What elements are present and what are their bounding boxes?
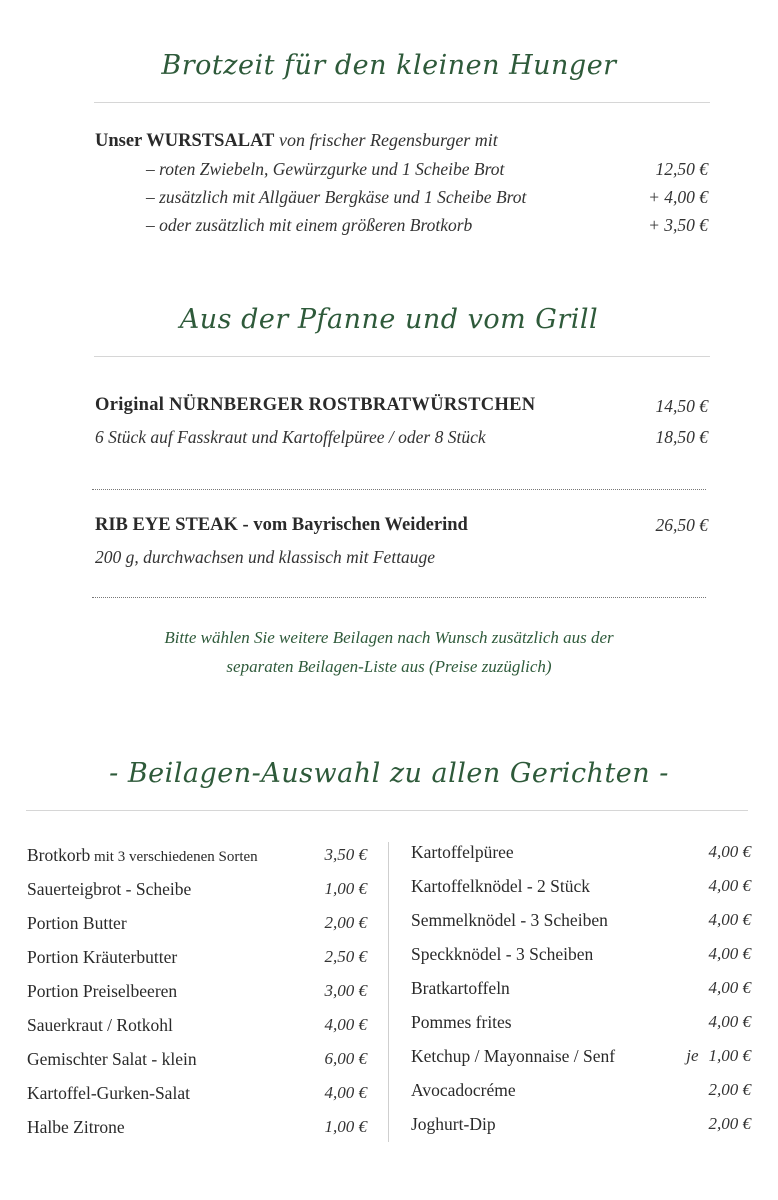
bratwurst-name: Original NÜRNBERGER ROSTBRATWÜRSTCHEN bbox=[95, 395, 536, 415]
dotted-separator bbox=[92, 597, 706, 598]
item-price: 1,00 € bbox=[324, 879, 367, 898]
section-title-grill: Aus der Pfanne und vom Grill bbox=[179, 304, 599, 335]
item-name: Speckknödel - 3 Scheiben bbox=[411, 944, 594, 964]
section-title-beilagen: - Beilagen-Auswahl zu allen Gerichten - bbox=[109, 758, 669, 789]
item-name: Kartoffelpüree bbox=[411, 842, 514, 862]
divider bbox=[26, 810, 748, 811]
list-item bbox=[27, 1117, 367, 1151]
section-title-brotzeit: Brotzeit für den kleinen Hunger bbox=[161, 50, 617, 81]
ribeye-price: 26,50 € bbox=[655, 515, 708, 535]
item-name: Gemischter Salat - klein bbox=[27, 1049, 197, 1069]
list-item bbox=[411, 842, 751, 876]
ribeye-desc: 200 g, durchwachsen und klassisch mit Fettauge bbox=[95, 547, 436, 567]
item-name: Joghurt-Dip bbox=[411, 1114, 496, 1134]
list-item bbox=[411, 1012, 751, 1046]
wurstsalat-line: – roten Zwiebeln, Gewürzgurke und 1 Scheibe Brot bbox=[146, 159, 505, 179]
list-item bbox=[411, 876, 751, 910]
dotted-separator bbox=[92, 489, 706, 490]
list-item bbox=[411, 978, 751, 1012]
list-item bbox=[27, 913, 367, 947]
list-item bbox=[27, 1015, 367, 1049]
item-price: 4,00 € bbox=[708, 876, 751, 895]
wurstsalat-price: + 4,00 € bbox=[648, 187, 708, 207]
wurstsalat-price: + 3,50 € bbox=[648, 215, 708, 235]
list-item bbox=[411, 944, 751, 978]
wurstsalat-line: – oder zusätzlich mit einem größeren Brotkorb bbox=[146, 215, 473, 235]
list-item bbox=[411, 1046, 751, 1080]
item-price: 2,50 € bbox=[324, 947, 367, 966]
list-item bbox=[27, 1083, 367, 1117]
divider bbox=[94, 102, 710, 103]
item-price: 2,00 € bbox=[324, 913, 367, 932]
item-price: 4,00 € bbox=[324, 1015, 367, 1034]
item-price: 2,00 € bbox=[708, 1080, 751, 1099]
item-name: Pommes frites bbox=[411, 1012, 512, 1032]
divider bbox=[94, 356, 710, 357]
item-price: 4,00 € bbox=[708, 910, 751, 929]
list-item bbox=[27, 845, 367, 879]
wurstsalat-line: – zusätzlich mit Allgäuer Bergkäse und 1 Scheibe Brot bbox=[146, 187, 527, 207]
item-name: Brotkorb mit 3 verschiedenen Sorten bbox=[27, 845, 258, 865]
wurstsalat-heading bbox=[95, 130, 498, 152]
item-name: Kartoffelknödel - 2 Stück bbox=[411, 876, 591, 896]
column-divider bbox=[388, 842, 389, 1142]
item-name: Portion Kräuterbutter bbox=[27, 947, 178, 967]
item-price: 4,00 € bbox=[708, 944, 751, 963]
list-item bbox=[411, 910, 751, 944]
item-price: 1,00 € bbox=[324, 1117, 367, 1136]
item-name: Semmelknödel - 3 Scheiben bbox=[411, 910, 608, 930]
bratwurst-desc: 6 Stück auf Fasskraut und Kartoffelpüree / oder 8 Stück bbox=[95, 427, 486, 447]
ribeye-name: RIB EYE STEAK - vom Bayrischen Weiderind bbox=[95, 515, 468, 535]
item-price: 4,00 € bbox=[708, 1012, 751, 1031]
item-name: Sauerteigbrot - Scheibe bbox=[27, 879, 192, 899]
beilagen-note bbox=[0, 623, 778, 681]
wurstsalat-name: Unser WURSTSALAT bbox=[95, 131, 275, 151]
item-name: Bratkartoffeln bbox=[411, 978, 510, 998]
item-price: 2,00 € bbox=[708, 1114, 751, 1133]
bratwurst-price: 14,50 € bbox=[655, 396, 708, 416]
item-name: Ketchup / Mayonnaise / Senf bbox=[411, 1046, 616, 1066]
item-price: 4,00 € bbox=[708, 842, 751, 861]
bratwurst-desc-price: 18,50 € bbox=[655, 427, 708, 447]
item-price: 3,50 € bbox=[324, 845, 367, 864]
wurstsalat-desc: von frischer Regensburger mit bbox=[279, 130, 498, 150]
list-item bbox=[27, 947, 367, 981]
list-item bbox=[27, 879, 367, 913]
item-name: Portion Butter bbox=[27, 913, 127, 933]
price-prefix: je bbox=[686, 1046, 699, 1065]
item-price: 4,00 € bbox=[324, 1083, 367, 1102]
item-price: 4,00 € bbox=[708, 978, 751, 997]
list-item bbox=[411, 1114, 751, 1148]
item-name: Halbe Zitrone bbox=[27, 1117, 125, 1137]
item-name: Portion Preiselbeeren bbox=[27, 981, 178, 1001]
note-line: Bitte wählen Sie weitere Beilagen nach Wunsch zusätzlich aus der bbox=[164, 628, 614, 647]
item-price: 3,00 € bbox=[324, 981, 367, 1000]
list-item bbox=[27, 981, 367, 1015]
item-name: Kartoffel-Gurken-Salat bbox=[27, 1083, 190, 1103]
list-item bbox=[411, 1080, 751, 1114]
item-price: je 1,00 € bbox=[686, 1046, 751, 1065]
item-name: Sauerkraut / Rotkohl bbox=[27, 1015, 173, 1035]
item-price: 6,00 € bbox=[324, 1049, 367, 1068]
list-item bbox=[27, 1049, 367, 1083]
wurstsalat-price: 12,50 € bbox=[655, 159, 708, 179]
note-line: separaten Beilagen-Liste aus (Preise zuzüglich) bbox=[226, 657, 552, 676]
item-name: Avocadocréme bbox=[411, 1080, 516, 1100]
